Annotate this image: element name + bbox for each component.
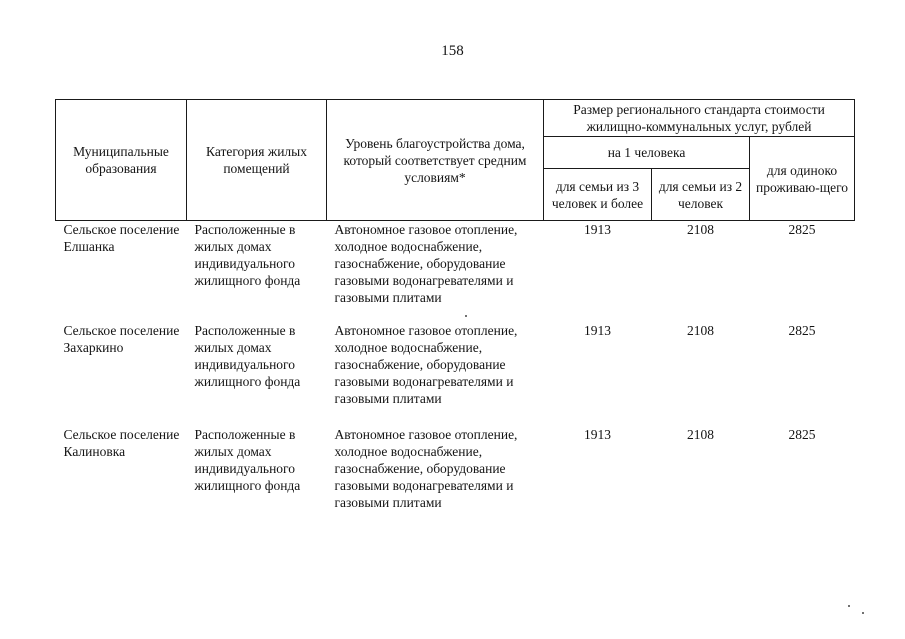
- cell-single: 2825: [788, 222, 816, 237]
- cell-single: 2825: [788, 323, 816, 338]
- header-family-2: для семьи из 2 человек: [652, 169, 750, 221]
- level-text: Автономное газовое отопление, холодное водоснабжение, газоснабжение, оборудование газовыми водонагревателями и газовыми плитами: [334, 427, 518, 510]
- cell-family-2: 2108: [687, 427, 714, 442]
- cell-family-2: 2108: [687, 222, 714, 237]
- scan-speck: [848, 605, 850, 607]
- cell-category: [187, 221, 327, 323]
- cell-municipality: [56, 221, 187, 323]
- cell-level: [327, 322, 544, 426]
- header-category: Категория жилых помещений: [187, 100, 327, 221]
- cell-municipality: [56, 426, 187, 530]
- cell-level: [327, 221, 544, 323]
- page-number: 158: [441, 43, 464, 59]
- header-per-person: на 1 человека: [544, 137, 750, 169]
- cell-municipality: [56, 322, 187, 426]
- cell-family-3: 1913: [584, 427, 611, 442]
- municipality-text: Сельское поселение Калиновка: [63, 427, 180, 459]
- category-text: Расположенные в жилых домах индивидуального жилищного фонда: [194, 222, 301, 288]
- header-municipality: Муниципальные образования: [56, 100, 187, 221]
- level-text: Автономное газовое отопление, холодное водоснабжение, газоснабжение, оборудование газовыми водонагревателями и газовыми плитами: [334, 222, 518, 305]
- cell-category: [187, 322, 327, 426]
- header-level: Уровень благоустройства дома, который соответствует средним условиям*: [327, 100, 544, 221]
- level-text: Автономное газовое отопление, холодное водоснабжение, газоснабжение, оборудование газовыми водонагревателями и газовыми плитами: [334, 323, 518, 406]
- scan-speck: [862, 612, 864, 614]
- housing-cost-standard-table: [55, 99, 855, 530]
- scan-speck: [465, 315, 467, 317]
- table-row: [56, 426, 855, 530]
- header-standard-group: Размер регионального стандарта стоимости жилищно-коммунальных услуг, рублей: [544, 100, 855, 137]
- category-text: Расположенные в жилых домах индивидуального жилищного фонда: [194, 427, 301, 493]
- table-row: [56, 221, 855, 323]
- cell-family-3: 1913: [584, 222, 611, 237]
- cell-family-3: 1913: [584, 323, 611, 338]
- category-text: Расположенные в жилых домах индивидуального жилищного фонда: [194, 323, 301, 389]
- table-row: [56, 322, 855, 426]
- cell-family-2: 2108: [687, 323, 714, 338]
- header-family-3: для семьи из 3 человек и более: [544, 169, 652, 221]
- cell-single: 2825: [788, 427, 816, 442]
- municipality-text: Сельское поселение Елшанка: [63, 222, 180, 254]
- cell-level: [327, 426, 544, 530]
- header-single: для одиноко проживаю-щего: [750, 137, 855, 221]
- cell-category: [187, 426, 327, 530]
- municipality-text: Сельское поселение Захаркино: [63, 323, 180, 355]
- table-header: [56, 100, 855, 221]
